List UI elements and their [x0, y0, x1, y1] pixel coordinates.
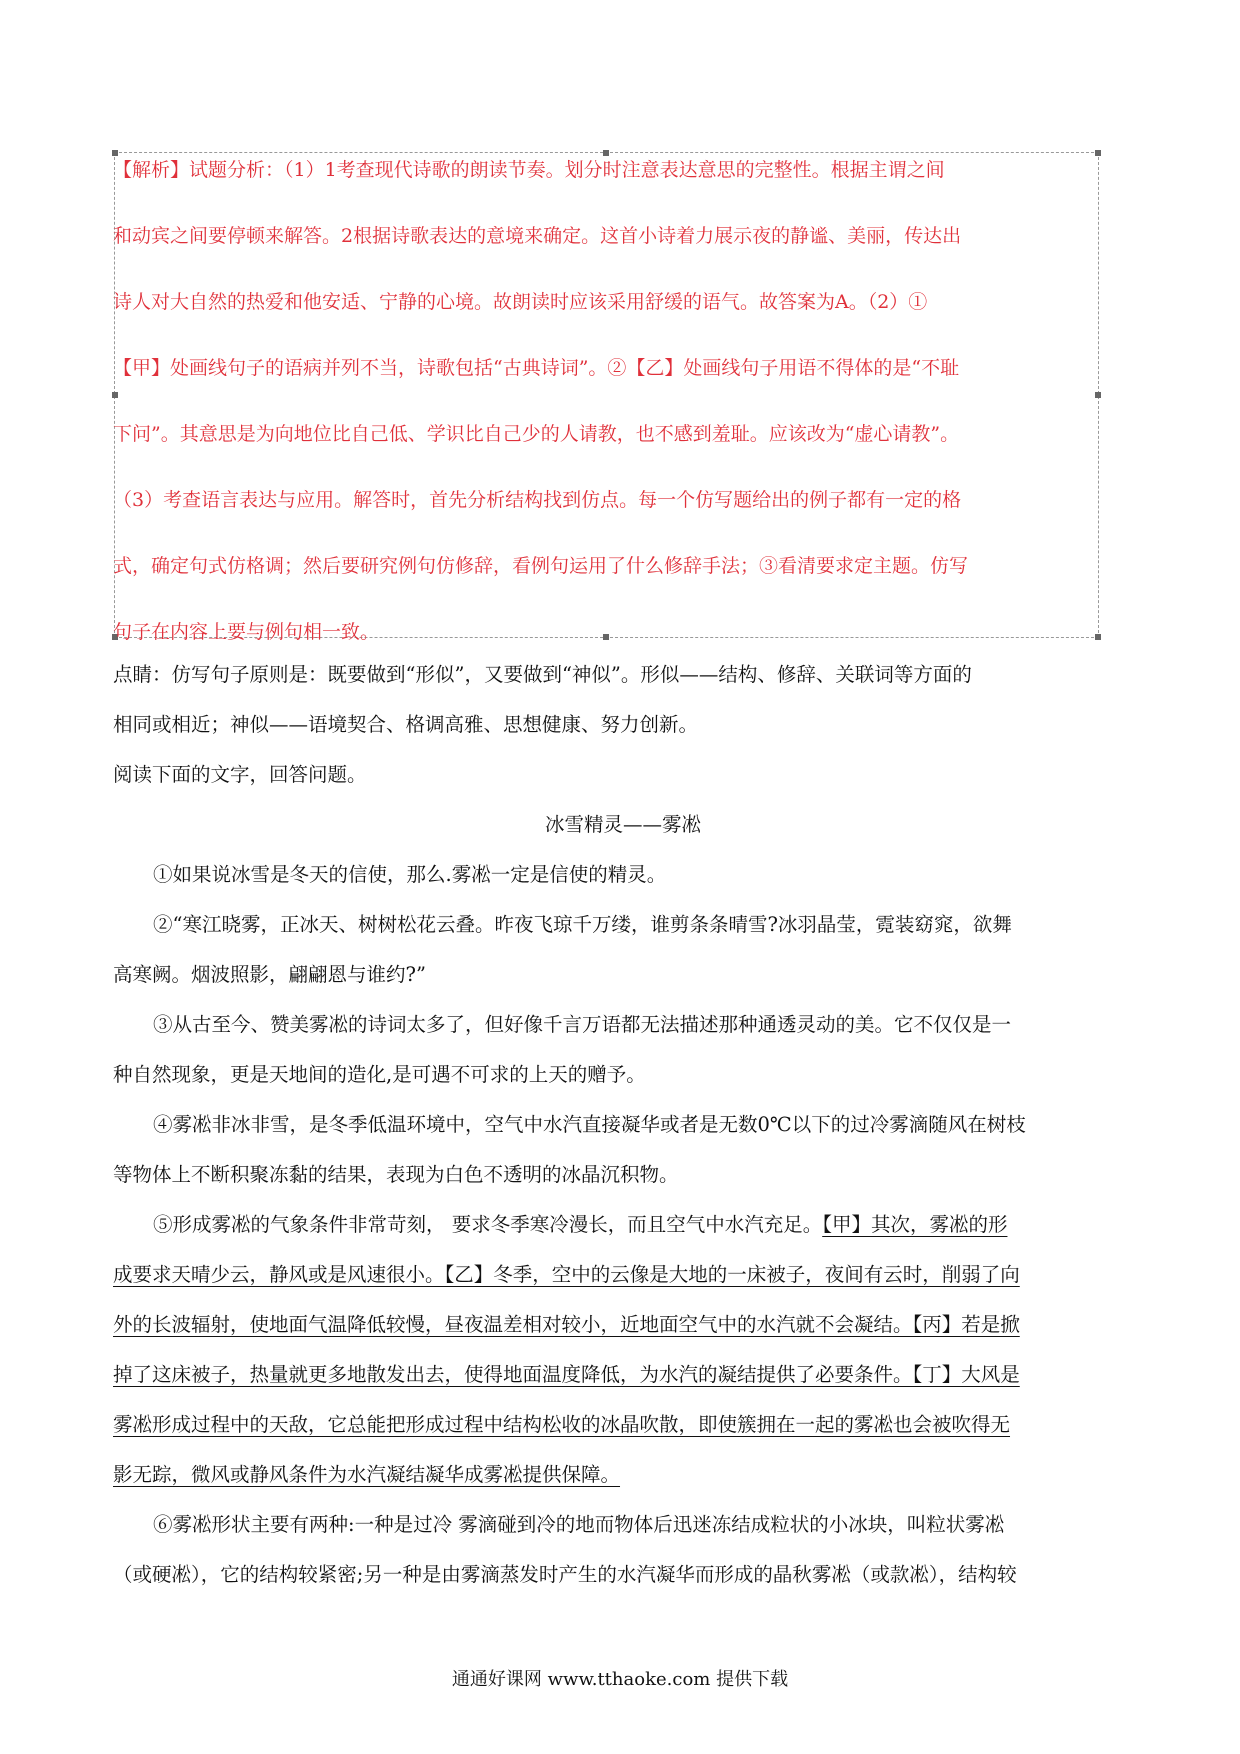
paragraph-5-line-5 — [113, 1400, 1133, 1450]
paragraph-2-line-1: ②“寒江晓雾，正冰天、树树松花云叠。昨夜飞琼千万缕，谁剪条条晴雪?冰羽晶莹，霓装窈窕，欲舞 — [153, 913, 1012, 936]
underlined-text: 掉了这床被子，热量就更多地散发出去，使得地面温度降低，为水汽的凝结提供了必要条件。【丁】大风是 — [113, 1363, 1020, 1386]
underlined-text: 影无踪，微风或静风条件为水汽凝结凝华成雾凇提供保障。 — [113, 1463, 621, 1486]
paragraph-3-line-2: 种自然现象，更是天地间的造化,是可遇不可求的上天的赠予。 — [113, 1063, 646, 1086]
analysis-line: 式，确定句式仿格调；然后要研究例句仿修辞，看例句运用了什么修辞手法；③看清要求定主题。仿写 — [113, 555, 969, 577]
paragraph-6-line-2: （或硬凇），它的结构较紧密;另一种是由雾滴蒸发时产生的水汽凝华而形成的晶秋雾凇（或款凇），结构较 — [113, 1563, 1017, 1586]
paragraph-5-line-4 — [113, 1350, 1133, 1400]
analysis-text — [113, 137, 1103, 665]
paragraph-2-line-2: 高寒阙。烟波照影，翩翩恩与谁约?” — [113, 963, 426, 986]
underlined-text: 成要求天晴少云，静风或是风速很小。【乙】冬季，空中的云像是大地的一床被子，夜间有云时，削弱了向 — [113, 1263, 1020, 1286]
underlined-text: 雾凇形成过程中的天敌，它总能把形成过程中结构松收的冰晶吹散，即使簇拥在一起的雾凇也会被吹得无 — [113, 1413, 1011, 1436]
underlined-text: 外的长波辐射，使地面气温降低较慢，昼夜温差相对较小，近地面空气中的水汽就不会凝结。【丙】若是掀 — [113, 1313, 1020, 1336]
paragraph-6-line-1: ⑥雾凇形状主要有两种:一种是过冷 雾滴碰到冷的地而物体后迅迷冻结成粒状的小冰块，叫粒状雾凇 — [153, 1513, 1005, 1536]
analysis-line: 和动宾之间要停顿来解答。2根据诗歌表达的意境来确定。这首小诗着力展示夜的静谧、美丽，传达出 — [113, 225, 962, 247]
paragraph-5-line-1 — [113, 1200, 1133, 1250]
analysis-line: 句子在内容上要与例句相一致。 — [113, 621, 380, 643]
main-text — [113, 650, 1133, 1600]
analysis-line: 【解析】试题分析：（1）1考查现代诗歌的朗读节奏。划分时注意表达意思的完整性。根据主谓之间 — [113, 159, 945, 181]
analysis-line: 下问”。其意思是为向地位比自己低、学识比自己少的人请教，也不感到羞耻。应该改为“虚心请教”。 — [113, 423, 960, 445]
paragraph-1: ①如果说冰雪是冬天的信使，那么.雾凇一定是信使的精灵。 — [153, 863, 667, 886]
analysis-line: 诗人对大自然的热爱和他安适、宁静的心境。故朗读时应该采用舒缓的语气。故答案为A。（2）① — [113, 291, 928, 313]
reading-instruction: 阅读下面的文字，回答问题。 — [113, 763, 367, 786]
article-title: 冰雪精灵——雾凇 — [544, 813, 701, 836]
analysis-line: （3）考查语言表达与应用。解答时，首先分析结构找到仿点。每一个仿写题给出的例子都有一定的格 — [113, 489, 962, 511]
dianjing-line-2: 相同或相近；神似——语境契合、格调高雅、思想健康、努力创新。 — [113, 713, 699, 736]
analysis-line: 【甲】处画线句子的语病并列不当，诗歌包括“古典诗词”。②【乙】处画线句子用语不得体的是“不耻 — [113, 357, 960, 379]
paragraph-4-line-1: ④雾凇非冰非雪，是冬季低温环境中，空气中水汽直接凝华或者是无数0℃以下的过冷雾滴随风在树枝 — [153, 1113, 1026, 1136]
page-footer: 通通好课网 www.tthaoke.com 提供下载 — [451, 1669, 789, 1690]
paragraph-5-line-3 — [113, 1300, 1133, 1350]
paragraph-4-line-2: 等物体上不断积聚冻黏的结果，表现为白色不透明的冰晶沉积物。 — [113, 1163, 679, 1186]
dianjing-line-1: 点睛：仿写句子原则是：既要做到“形似”，又要做到“神似”。形似——结构、修辞、关联词等方面的 — [113, 663, 972, 686]
paragraph-3-line-1: ③从古至今、赞美雾凇的诗词太多了，但好像千言万语都无法描述那种通透灵动的美。它不仅仅是一 — [153, 1013, 1012, 1036]
paragraph-5-plain-text: ⑤形成雾凇的气象条件非常苛刻， 要求冬季寒冷漫长，而且空气中水汽充足。 — [153, 1213, 823, 1236]
paragraph-5-line-6 — [113, 1450, 1133, 1500]
paragraph-5-line-2 — [113, 1250, 1133, 1300]
underlined-text: 【甲】其次，雾凇的形 — [822, 1213, 1008, 1236]
